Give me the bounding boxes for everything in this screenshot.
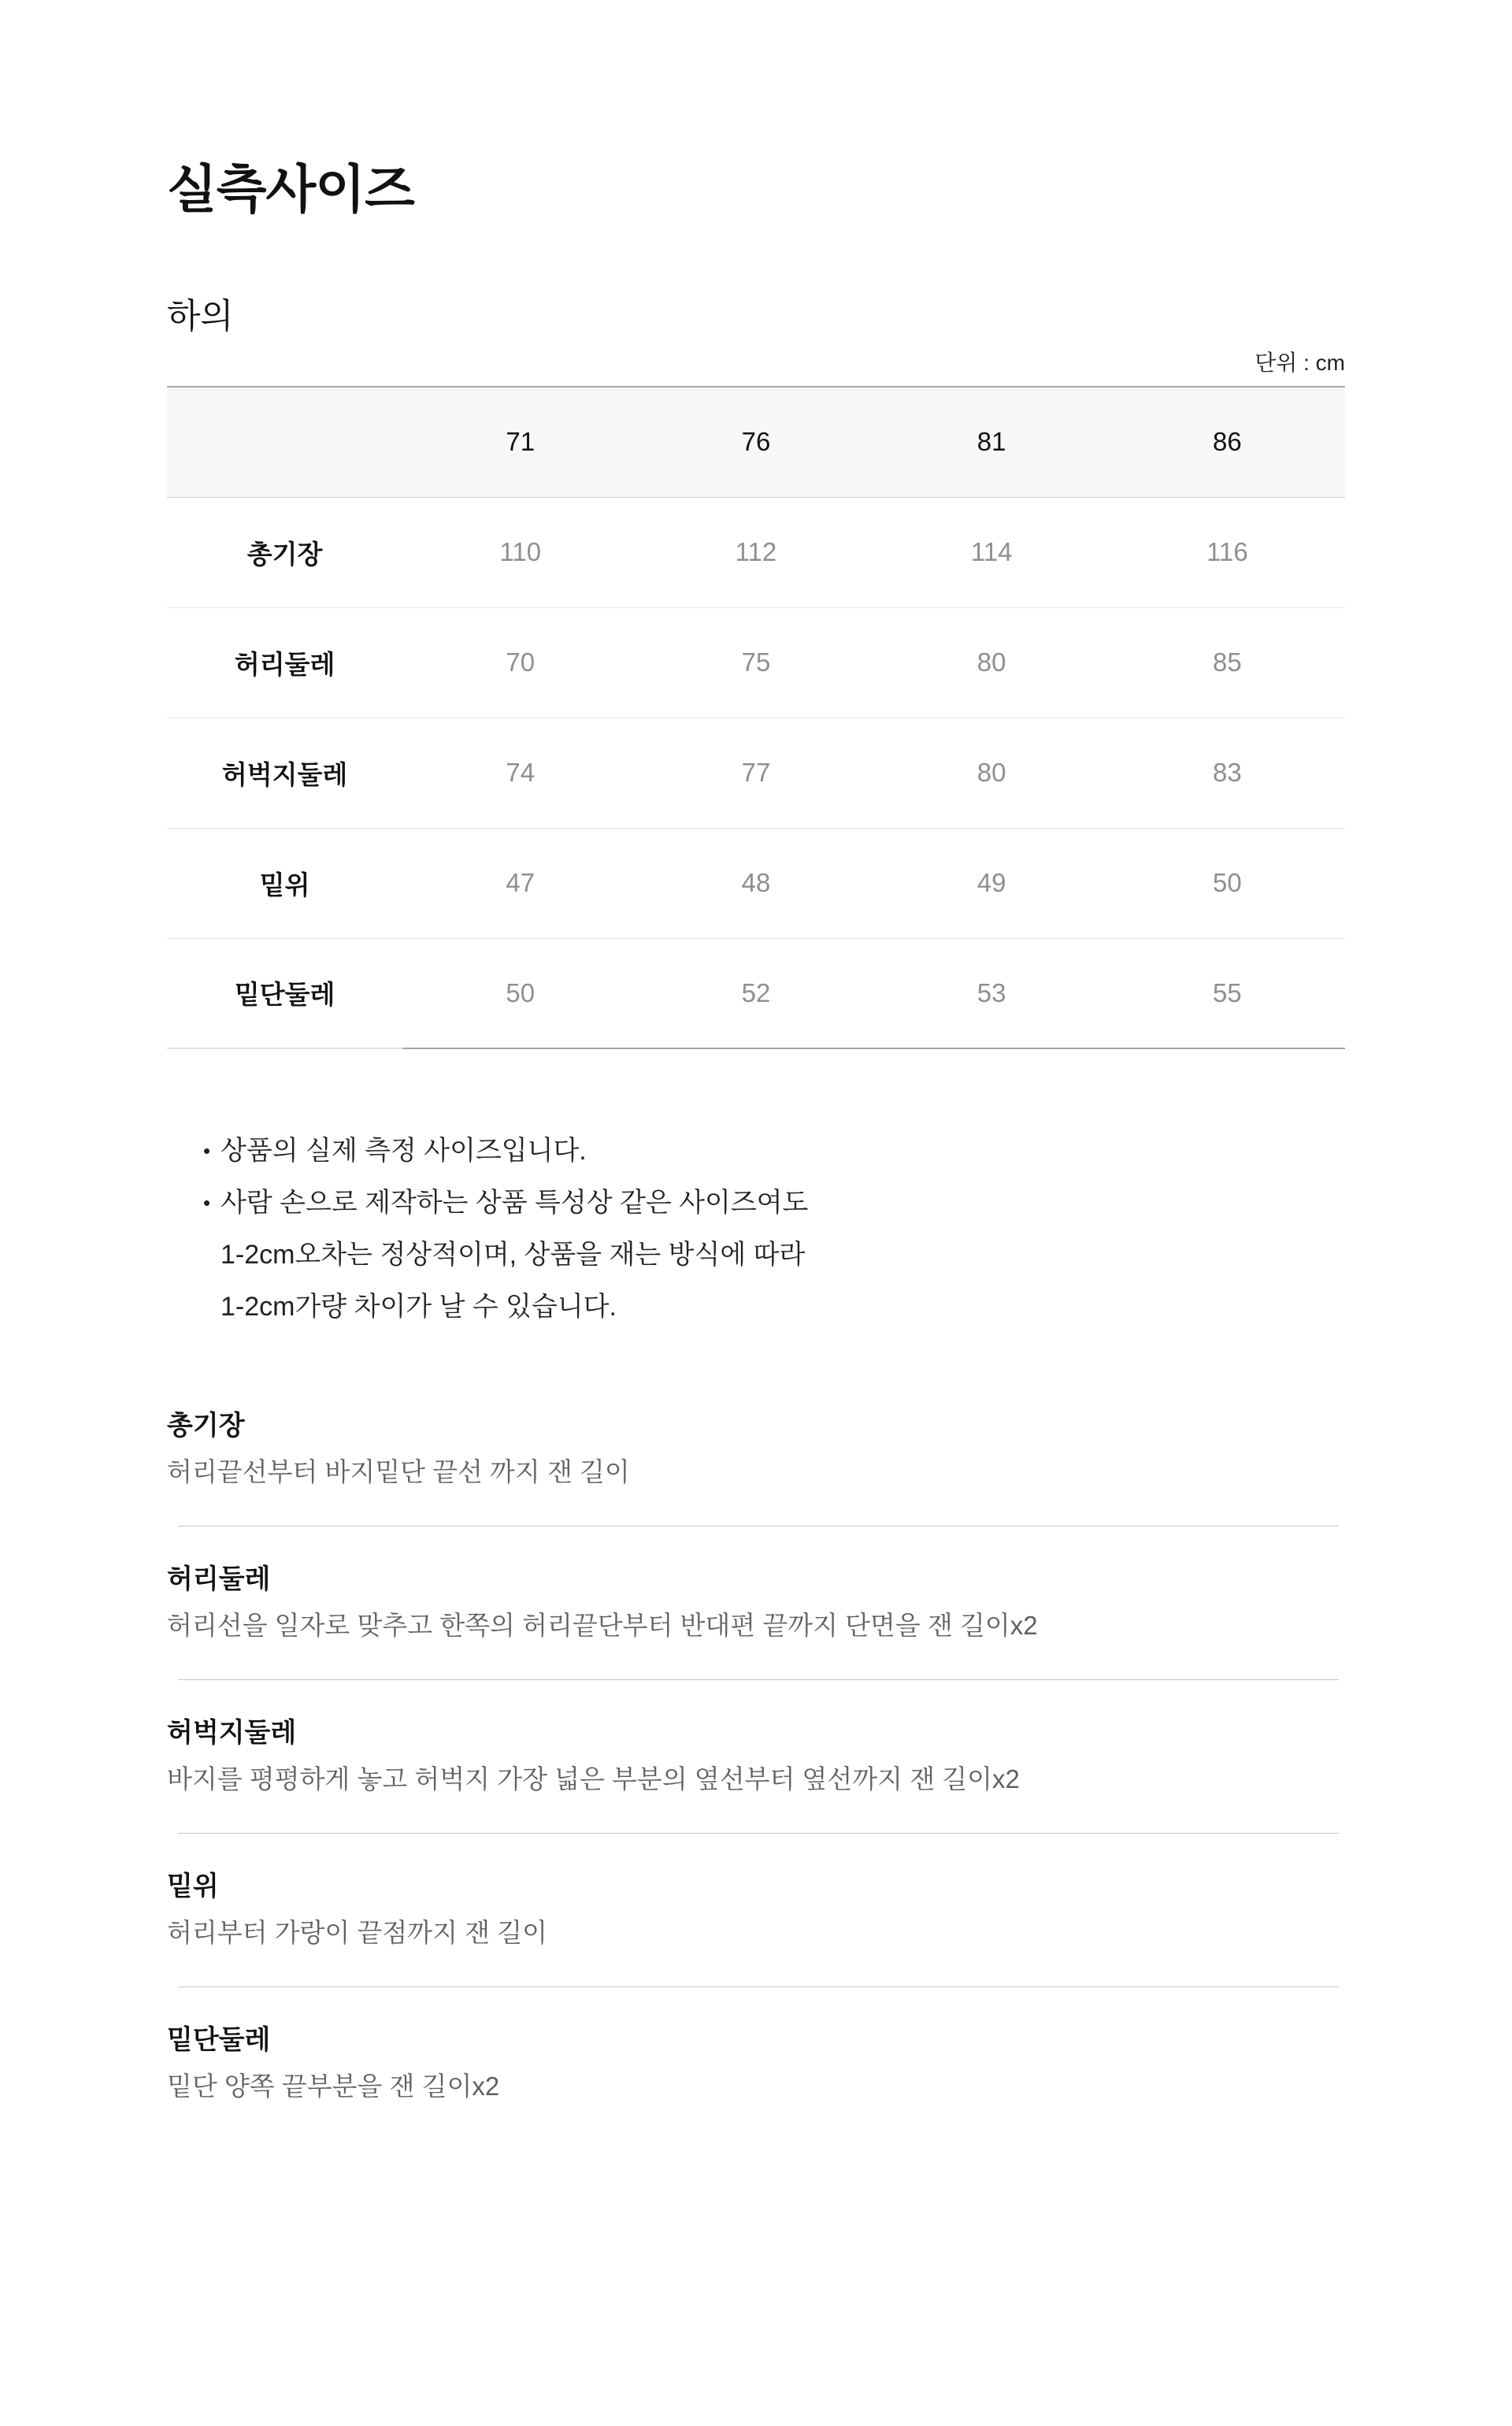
row-label: 허벅지둘레 — [167, 718, 402, 828]
definition-description: 허리끝선부터 바지밑단 끝선 까지 잰 길이 — [167, 1457, 630, 1486]
size-cell: 50 — [1110, 828, 1345, 938]
page-title: 실측사이즈 — [167, 160, 414, 218]
bullet-icon: • — [203, 1191, 211, 1215]
measurement-definitions — [167, 1408, 1345, 2104]
definition-term: 총기장 — [167, 1411, 245, 1441]
note-line — [167, 1229, 1345, 1281]
table-row-hem — [167, 938, 1345, 1048]
definition-term: 허리둘레 — [167, 1564, 271, 1594]
note-line — [167, 1125, 1345, 1177]
note-text: 사람 손으로 제작하는 상품 특성상 같은 사이즈여도 — [220, 1188, 809, 1218]
size-cell: 55 — [1110, 938, 1345, 1048]
row-label: 허리둘레 — [167, 607, 402, 718]
size-cell: 80 — [874, 607, 1110, 718]
section-title-bottoms: 하의 — [167, 297, 234, 336]
column-header-size-71: 71 — [402, 387, 638, 497]
size-table — [167, 386, 1345, 1049]
definition-description: 허리부터 가랑이 끝점까지 잰 길이 — [167, 1918, 547, 1947]
section-divider — [178, 1986, 1339, 1987]
definition-term: 허벅지둘레 — [167, 1718, 297, 1748]
table-row-thigh — [167, 718, 1345, 828]
note-text: 1-2cm가량 차이가 날 수 있습니다. — [220, 1292, 617, 1322]
note-line — [167, 1281, 1345, 1333]
definition-block — [167, 1562, 1345, 1643]
definition-block — [167, 2023, 1345, 2104]
section-divider — [178, 1833, 1339, 1834]
size-cell: 53 — [874, 938, 1110, 1048]
definition-term: 밑위 — [167, 1871, 219, 1901]
size-cell: 116 — [1110, 497, 1345, 607]
size-cell: 70 — [402, 607, 638, 718]
measurement-notes — [167, 1125, 1345, 1333]
definition-block — [167, 1869, 1345, 1950]
row-label: 밑단둘레 — [167, 938, 402, 1048]
size-table-header-row — [167, 387, 1345, 497]
size-cell: 49 — [874, 828, 1110, 938]
size-table-corner-cell — [167, 387, 402, 497]
size-cell: 48 — [638, 828, 873, 938]
definition-description: 밑단 양쪽 끝부분을 잰 길이x2 — [167, 2072, 500, 2101]
definition-description: 허리선을 일자로 맞추고 한쪽의 허리끝단부터 반대편 끝까지 단면을 잰 길이x2 — [167, 1611, 1038, 1640]
size-cell: 47 — [402, 828, 638, 938]
definition-description: 바지를 평평하게 놓고 허벅지 가장 넓은 부분의 옆선부터 옆선까지 잰 길이x2 — [167, 1764, 1020, 1794]
bullet-icon: • — [203, 1139, 211, 1163]
size-cell: 85 — [1110, 607, 1345, 718]
table-row-rise — [167, 828, 1345, 938]
table-row-waist — [167, 607, 1345, 718]
size-cell: 74 — [402, 718, 638, 828]
column-header-size-76: 76 — [638, 387, 873, 497]
row-label: 밑위 — [167, 828, 402, 938]
size-cell: 114 — [874, 497, 1110, 607]
note-line — [167, 1177, 1345, 1229]
row-label: 총기장 — [167, 497, 402, 607]
definition-term: 밑단둘레 — [167, 2025, 271, 2055]
size-cell: 77 — [638, 718, 873, 828]
definition-block — [167, 1408, 1345, 1489]
size-cell: 112 — [638, 497, 873, 607]
note-text: 상품의 실제 측정 사이즈입니다. — [220, 1136, 587, 1166]
size-cell: 110 — [402, 497, 638, 607]
section-divider — [178, 1679, 1339, 1680]
size-cell: 50 — [402, 938, 638, 1048]
table-row-total-length — [167, 497, 1345, 607]
size-cell: 83 — [1110, 718, 1345, 828]
column-header-size-86: 86 — [1110, 387, 1345, 497]
size-cell: 80 — [874, 718, 1110, 828]
definition-block — [167, 1716, 1345, 1797]
size-guide-page — [167, 158, 1345, 2104]
size-cell: 52 — [638, 938, 873, 1048]
size-cell: 75 — [638, 607, 873, 718]
column-header-size-81: 81 — [874, 387, 1110, 497]
unit-label: 단위 : cm — [1254, 351, 1345, 375]
note-text: 1-2cm오차는 정상적이며, 상품을 재는 방식에 따라 — [220, 1240, 806, 1270]
